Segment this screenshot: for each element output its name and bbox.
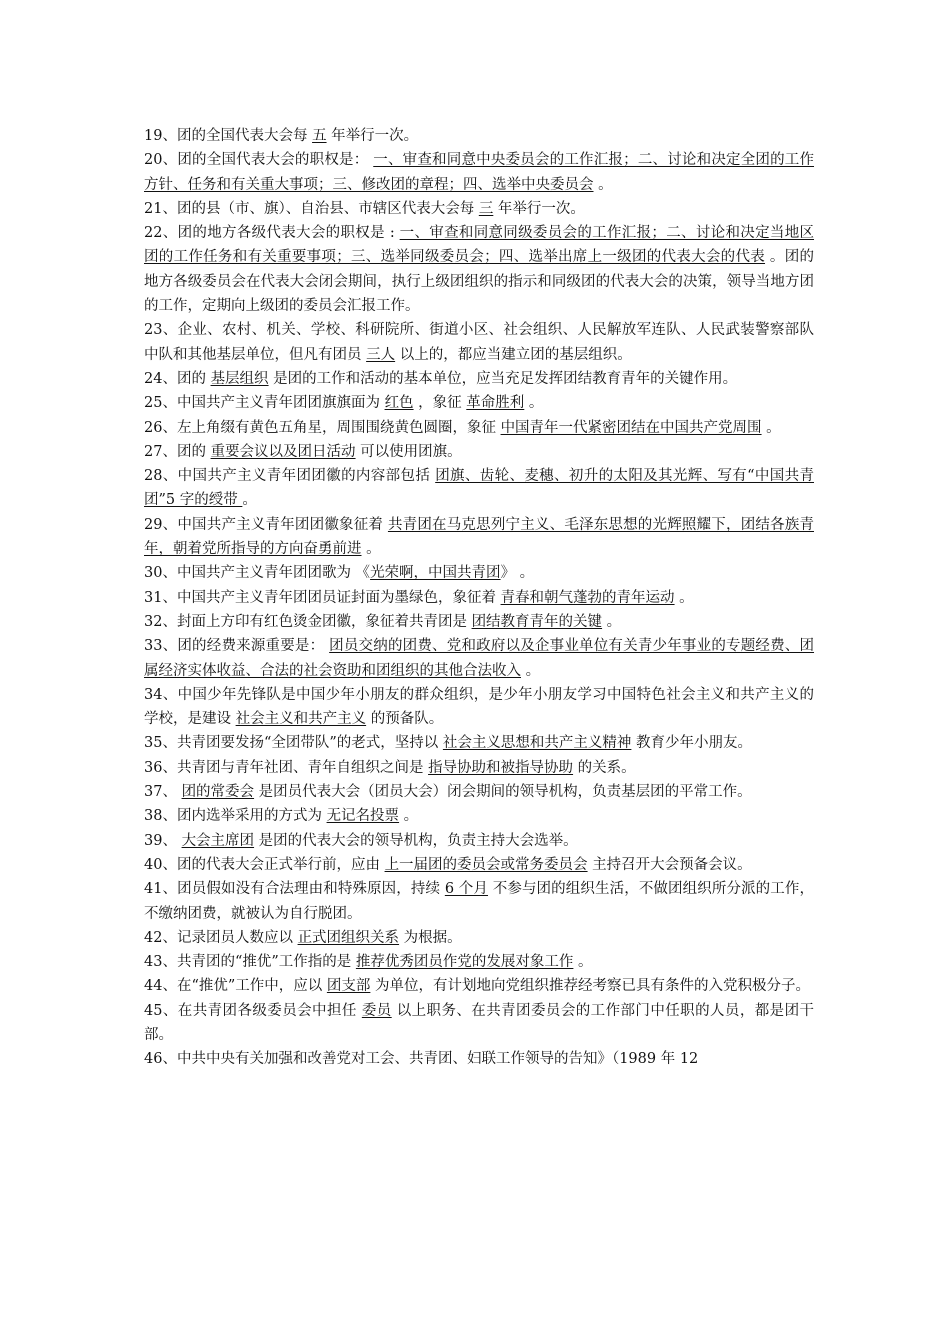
answer-text: 正式团组织关系: [297, 929, 400, 946]
question-item: [144, 853, 814, 877]
question-item: [144, 586, 814, 610]
question-item: [144, 391, 814, 415]
question-item: [144, 780, 814, 804]
question-text: 29、中国共产主义青年团团徽象征着: [144, 516, 388, 533]
question-text: 31、中国共产主义青年团团员证封面为墨绿色，象征着: [144, 589, 501, 606]
answer-text: 共青团在马克思列宁主义、毛泽东思想的光辉照耀下，团结各族青年，朝着党所指导的方向奋勇前进: [144, 516, 814, 558]
question-text: 的关系。: [573, 759, 636, 776]
answer-text: 推荐优秀团员作党的发展对象工作: [355, 954, 574, 971]
question-text: 。: [674, 589, 694, 606]
question-text: 22、团的地方各级代表大会的职权是 :: [144, 225, 400, 242]
answer-text: 团的常委会: [181, 784, 255, 801]
question-item: [144, 634, 814, 683]
answer-text: 委员: [361, 1002, 392, 1019]
question-text: 38、团内选举采用的方式为: [144, 808, 327, 825]
question-text: 年举行一次。: [326, 128, 419, 144]
question-text: 45、在共青团各级委员会中担任: [144, 1002, 362, 1019]
answer-text: 一、审查和同意同级委员会的工作汇报；二、讨论和决定当地区团的工作任务和有关重要事项；三、选举同级委员会；四、选举出席上一级团的代表大会的代表: [144, 225, 815, 266]
answer-text: 红色: [384, 395, 414, 412]
question-item: [144, 950, 814, 974]
question-text: 是团的工作和活动的基本单位，应当充足发挥团结教育青年的关键作用。: [268, 370, 738, 387]
answer-text: 重要会议以及团日活动: [210, 443, 356, 460]
question-item: [144, 148, 814, 197]
question-item: [144, 1047, 814, 1071]
question-item: [144, 829, 814, 853]
question-text: 28、中国共产主义青年团团徽的内容部包括: [144, 468, 436, 485]
answer-text: 社会主义和共产主义: [235, 711, 367, 728]
question-item: [144, 318, 814, 367]
question-item: [144, 124, 814, 148]
question-text: 。: [761, 419, 781, 436]
question-item: [144, 974, 814, 998]
answer-text: 大会主席团: [181, 832, 255, 849]
answer-text: 光荣啊，中国共青团: [370, 565, 501, 582]
question-text: 34、中国少年先锋队是中国少年小朋友的群众组织，是少年小朋友学习中国特色社会主义和共产主义的学校，是建设: [144, 686, 814, 728]
question-item: [144, 756, 814, 780]
question-text: 为根据。: [399, 929, 462, 946]
answer-text: 三人: [366, 346, 396, 363]
question-text: 。: [593, 176, 613, 193]
question-item: [144, 416, 814, 440]
question-text: 20、团的全国代表大会的职权是：: [144, 152, 374, 169]
question-text: 。: [521, 662, 541, 679]
answer-text: 基层组织: [210, 370, 269, 387]
answer-text: 团旗、齿轮、麦穗、初升的太阳及其光辉、写有“中国共青团”5 字的绶带: [144, 468, 814, 509]
answer-text: 指导协助和被指导协助: [428, 759, 574, 776]
question-text: 不参与团的组织生活，不做团组织所分派的工作，不缴纳团费，就被认为自行脱团。: [144, 881, 815, 922]
question-text: 。: [602, 613, 622, 630]
answer-text: 一、审查和同意中央委员会的工作汇报；二、讨论和决定全团的工作方针、任务和有关重大事项；三、修改团的章程；四、选举中央委员会: [144, 152, 815, 193]
question-item: [144, 440, 814, 464]
question-text: 32、封面上方印有红色烫金团徽，象征着共青团是: [144, 613, 472, 630]
question-text: 21、团的县（市、旗）、自治县、市辖区代表大会每: [144, 200, 479, 217]
question-text: 以上职务、在共青团委员会的工作部门中任职的人员，都是团干部。: [144, 1002, 815, 1043]
question-item: [144, 610, 814, 634]
question-text: 23、企业、农村、机关、学校、科研院所、街道小区、社会组织、人民解放军连队、人民武装警察部队中队和其他基层单位，但凡有团员: [144, 322, 814, 363]
question-text: 46、中共中央有关加强和改善党对工会、共青团、妇联工作领导的告知》（1989 年 12: [144, 1051, 699, 1068]
question-text: 以上的，都应当建立团的基层组织。: [395, 346, 632, 363]
question-text: 教育少年小朋友。: [631, 735, 752, 752]
question-item: [144, 367, 814, 391]
question-item: [144, 513, 814, 562]
question-text: 39、: [144, 832, 182, 849]
answer-text: 上一届团的委员会或常务委员会: [384, 856, 588, 873]
question-text: 。: [242, 492, 257, 509]
question-text: 主持召开大会预备会议。: [587, 856, 752, 873]
question-text: 24、团的: [144, 370, 211, 387]
answer-text: 革命胜利: [466, 395, 525, 412]
question-text: 26、左上角缀有黄色五角星，周围围绕黄色圆圈，象征: [144, 419, 501, 436]
question-item: [144, 926, 814, 950]
answer-text: 中国青年一代紧密团结在中国共产党周围: [500, 419, 762, 436]
question-text: 。: [524, 395, 544, 412]
question-text: 43、共青团的“推优”工作指的是: [144, 954, 356, 971]
question-text: 37、: [144, 784, 182, 801]
document-body: [144, 124, 814, 1072]
question-text: 是团的代表大会的领导机构，负责主持大会选举。: [254, 832, 578, 849]
question-text: 。团的地方各级委员会在代表大会闭会期间，执行上级团组织的指示和同级团的代表大会的决策，领导当地方团的工作，定期向上级团的委员会汇报工作。: [144, 249, 814, 315]
answer-text: 无记名投票: [326, 808, 400, 825]
question-item: [144, 464, 814, 513]
answer-text: 青春和朝气蓬勃的青年运动: [500, 589, 675, 606]
question-text: 30、中国共产主义青年团团歌为 《: [144, 565, 371, 582]
question-text: 33、团的经费来源重要是：: [144, 638, 330, 655]
question-item: [144, 804, 814, 828]
question-text: 。: [361, 541, 381, 558]
question-text: 可以使用团旗。: [355, 443, 462, 460]
question-text: 。: [399, 808, 419, 825]
question-text: 。: [573, 954, 593, 971]
answer-text: 团结教育青年的关键: [471, 613, 603, 630]
question-text: 年举行一次。: [493, 200, 585, 217]
question-item: [144, 197, 814, 221]
question-text: ，象征: [413, 395, 467, 412]
question-text: 25、中国共产主义青年团团旗旗面为: [144, 395, 385, 412]
question-text: 44、在“推优”工作中，应以: [144, 978, 327, 995]
question-text: 为单位，有计划地向党组织推荐经考察已具有条件的入党积极分子。: [370, 978, 810, 995]
question-item: [144, 683, 814, 732]
question-text: 35、共青团要发扬“全团带队”的老式，坚持以: [144, 735, 443, 752]
question-text: 27、团的: [144, 443, 211, 460]
answer-text: 团员交纳的团费、党和政府以及企事业单位有关青少年事业的专题经费、团属经济实体收益、合法的社会资助和团组织的其他合法收入: [144, 638, 815, 679]
question-item: [144, 999, 814, 1048]
question-text: 36、共青团与青年社团、青年自组织之间是: [144, 759, 429, 776]
question-item: [144, 561, 814, 585]
question-text: 的预备队。: [366, 711, 444, 728]
question-text: 》 。: [500, 565, 535, 582]
question-item: [144, 221, 814, 318]
answer-text: 五: [312, 128, 327, 144]
question-text: 是团员代表大会（团员大会）闭会期间的领导机构，负责基层团的平常工作。: [254, 784, 752, 801]
question-item: [144, 731, 814, 755]
answer-text: 团支部: [326, 978, 371, 995]
answer-text: 三: [478, 200, 494, 217]
answer-text: 社会主义思想和共产主义精神: [442, 735, 632, 752]
question-text: 40、团的代表大会正式举行前，应由: [144, 856, 385, 873]
question-text: 41、团员假如没有合法理由和特殊原因，持续: [144, 881, 445, 898]
answer-text: 6 个月: [444, 881, 489, 898]
question-text: 42、记录团员人数应以: [144, 929, 298, 946]
question-text: 19、团的全国代表大会每: [144, 128, 313, 144]
question-item: [144, 877, 814, 926]
